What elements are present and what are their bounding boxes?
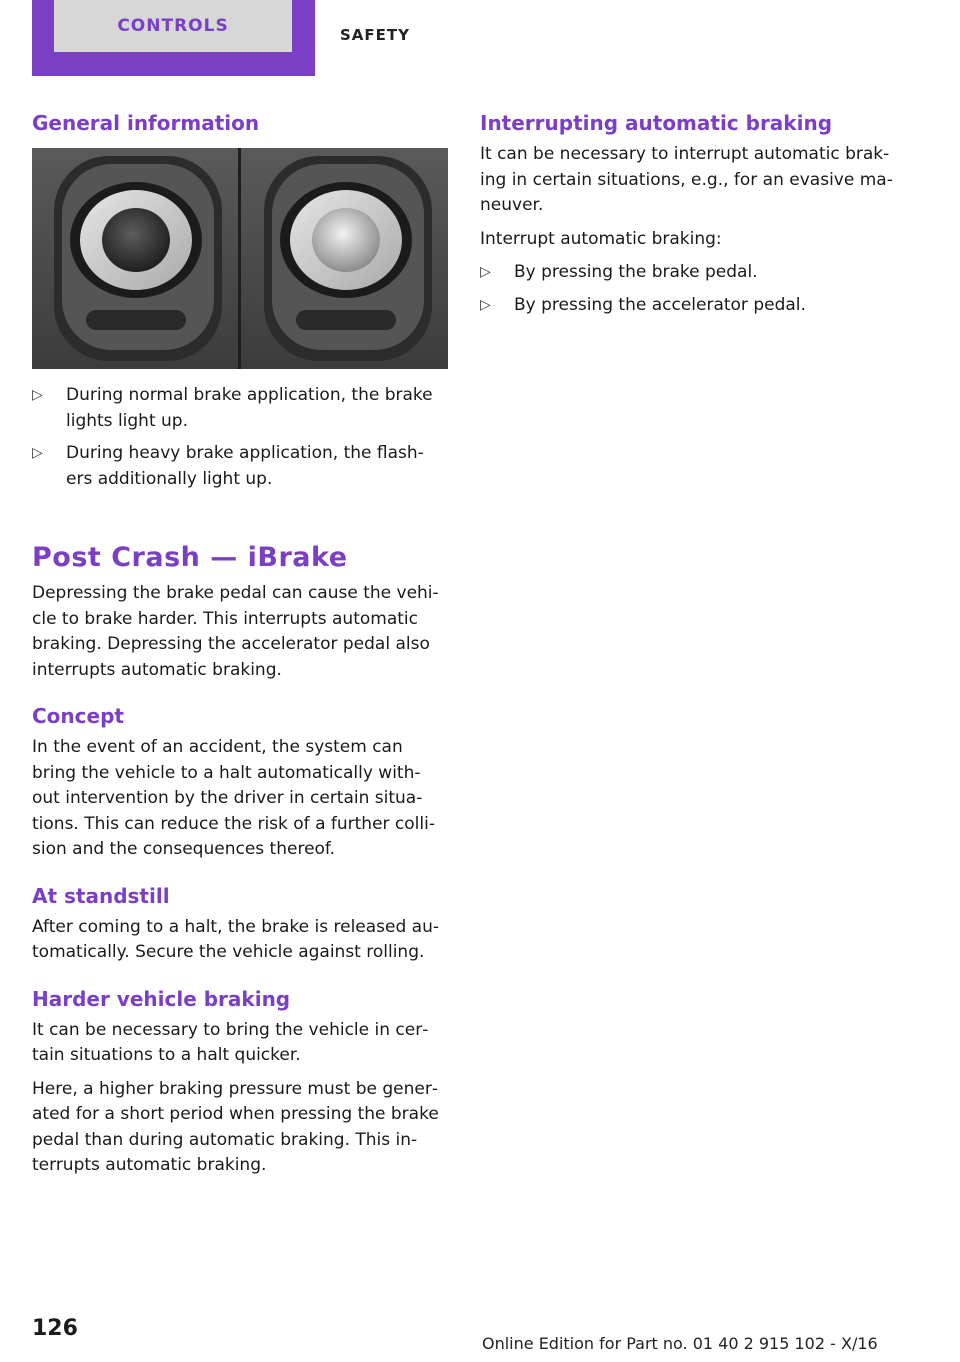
brake-light-on <box>264 156 432 361</box>
list-item: ▷ By pressing the brake pedal. <box>480 260 900 286</box>
harder-braking-heading: Harder vehicle braking <box>32 986 291 1011</box>
list-item: ▷ By pressing the accelerator pedal. <box>480 293 900 319</box>
triangle-bullet-icon: ▷ <box>32 387 43 403</box>
triangle-bullet-icon: ▷ <box>480 264 491 280</box>
section-intro: Depressing the brake pedal can cause the vehi‐cle to brake harder. This interrupts automatic braking. Depressing the accelerator pedal also interrupts automatic braking. <box>32 583 439 680</box>
right-column <box>480 108 900 325</box>
harder-braking-text-1: It can be necessary to bring the vehicle in cer‐tain situations to a halt quicker. <box>32 1019 429 1065</box>
interrupt-heading: Interrupting automatic braking <box>480 111 833 135</box>
concept-text: In the event of an accident, the system can bring the vehicle to a halt automatically with‐out intervention by the driver in certain situa‐tions. This can reduce the risk of a further colli‐sion and the consequences thereof. <box>32 737 435 859</box>
brake-light-off <box>54 156 222 361</box>
standstill-text: After coming to a halt, the brake is released au‐tomatically. Secure the vehicle against rolling. <box>32 916 440 962</box>
general-bullet-list <box>32 383 448 492</box>
list-item: ▷ During normal brake application, the brake lights light up. <box>32 385 433 431</box>
left-column <box>32 108 448 1187</box>
triangle-bullet-icon: ▷ <box>480 296 491 313</box>
interrupt-text: It can be necessary to interrupt automatic brak‐ing in certain situations, e.g., for an evasive ma‐neuver. <box>480 144 893 215</box>
page-number: 126 <box>32 1316 78 1341</box>
interrupt-bullet-list <box>480 260 900 318</box>
footer-edition: Online Edition for Part no. 01 40 2 915 102 - X/16 <box>482 1334 878 1353</box>
concept-heading: Concept <box>32 704 124 728</box>
section-title: Post Crash — iBrake <box>32 542 348 573</box>
brake-lights-figure <box>32 148 448 369</box>
standstill-heading: At standstill <box>32 883 170 908</box>
tab-controls[interactable] <box>32 0 315 76</box>
harder-braking-text-2: Here, a higher braking pressure must be gener‐ated for a short period when pressing the brake pedal than during automatic braking. This in‐terrupts automatic braking. <box>32 1078 439 1175</box>
list-item: ▷ During heavy brake application, the flash‐ers additionally light up. <box>32 443 424 489</box>
general-information-heading: General information <box>32 111 260 135</box>
triangle-bullet-icon: ▷ <box>32 445 43 461</box>
tab-controls-label: CONTROLS <box>54 0 292 52</box>
interrupt-lead: Interrupt automatic braking: <box>480 228 722 249</box>
tab-safety[interactable]: SAFETY <box>340 26 410 44</box>
